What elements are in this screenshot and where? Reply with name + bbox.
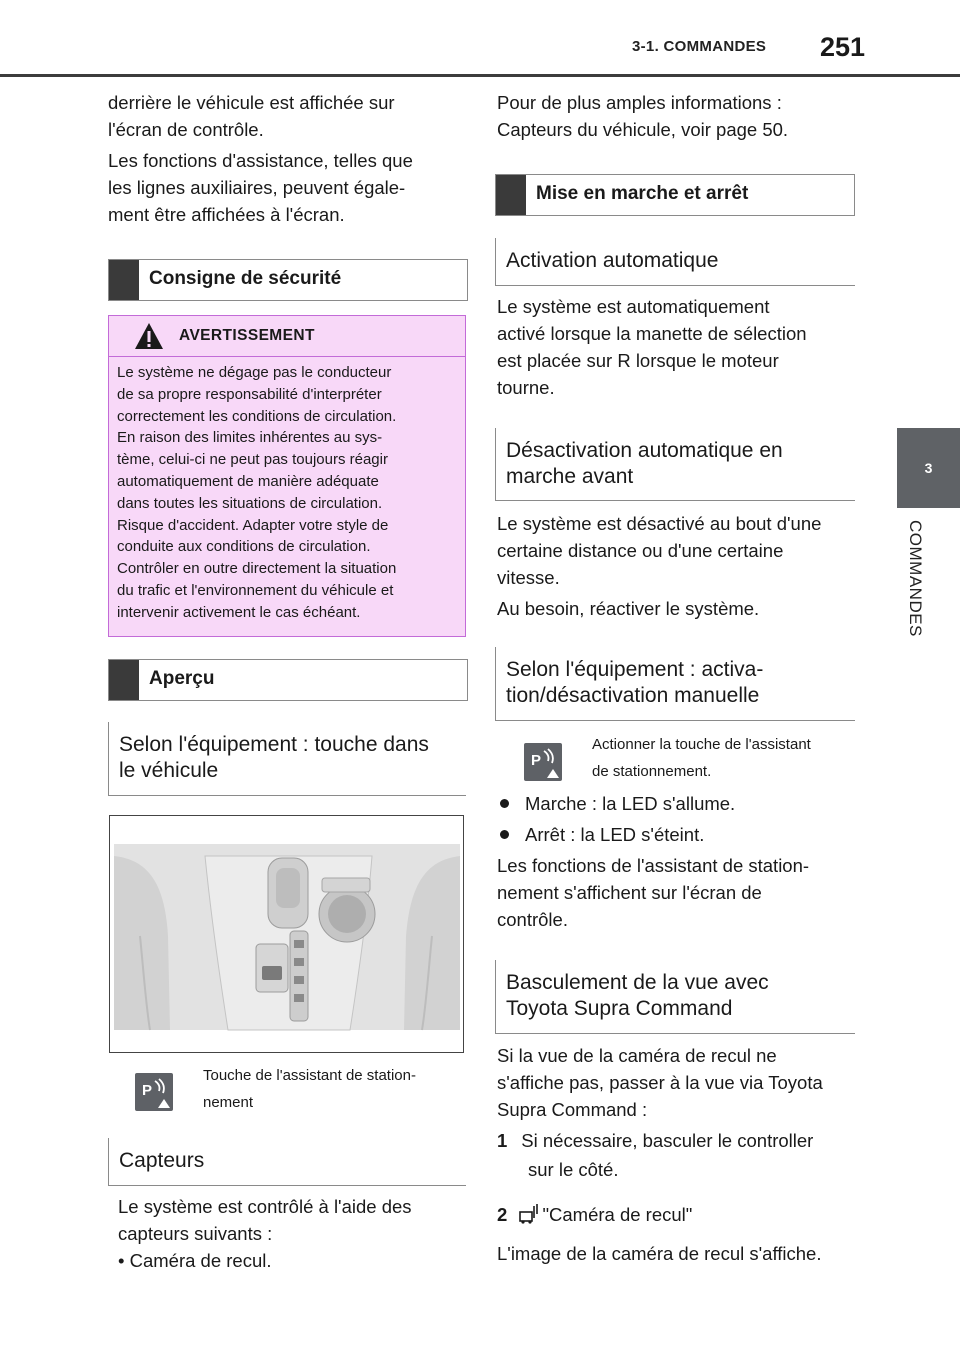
bullet-item: • Caméra de recul. <box>118 1250 272 1271</box>
text-line: Pour de plus amples informations : <box>497 92 782 113</box>
warning-line: tème, celui-ci ne peut pas toujours réagir <box>117 451 388 469</box>
subheading-line: Selon l'équipement : touche dans <box>119 733 429 756</box>
subheading-line: le véhicule <box>119 759 219 782</box>
warning-line: Risque d'accident. Adapter votre style de <box>117 516 389 534</box>
text-line: Le système est automatiquement <box>497 296 770 317</box>
step-text: "Caméra de recul" <box>542 1204 693 1225</box>
subheading-view-switch <box>495 960 855 1034</box>
warning-line: de sa propre responsabilité d'interpréter <box>117 385 382 403</box>
heading-bar <box>109 660 139 700</box>
warning-line: du trafic et l'environnement du véhicule et <box>117 581 394 599</box>
console-illustration <box>109 815 464 1053</box>
subheading-line: Toyota Supra Command <box>506 997 733 1020</box>
warning-line: automatiquement de manière adéquate <box>117 472 379 490</box>
section-heading-safety <box>108 259 468 301</box>
section-title: 3-1. COMMANDES <box>632 38 767 55</box>
step-item <box>497 1201 857 1228</box>
subheading-line: tion/désactivation manuelle <box>506 684 760 707</box>
text-line: sur le côté. <box>528 1159 619 1180</box>
page-number: 251 <box>820 32 866 62</box>
section-heading-onoff <box>495 174 855 216</box>
text-line: Capteurs du véhicule, voir page 50. <box>497 119 789 140</box>
rear-camera-icon <box>518 1202 542 1224</box>
warning-line: Contrôler en outre directement la situation <box>117 560 397 578</box>
heading-bar <box>109 260 139 300</box>
center-console-image <box>110 816 463 1052</box>
warning-line: Le système ne dégage pas le conducteur <box>117 364 392 381</box>
step-item <box>497 1127 857 1154</box>
text-line: activé lorsque la manette de sélection <box>497 323 807 344</box>
led-bullet-list <box>500 790 860 848</box>
text-line: capteurs suivants : <box>118 1223 273 1244</box>
text-line: ment être affichées à l'écran. <box>108 204 345 225</box>
warning-line: En raison des limites inhérentes au sys- <box>117 429 383 447</box>
subheading-button <box>108 722 466 796</box>
bullet-text: Arrêt : la LED s'éteint. <box>525 824 705 845</box>
warning-line: intervenir activement le cas échéant. <box>117 603 361 621</box>
text-line: certaine distance ou d'une certaine <box>497 540 784 561</box>
warning-header <box>109 316 465 357</box>
subheading-line: Désactivation automatique en <box>506 439 783 462</box>
auto-activation-paragraph <box>497 293 857 401</box>
warning-triangle-icon <box>134 322 164 350</box>
svg-text:P: P <box>531 752 542 769</box>
text-line: L'image de la caméra de recul s'affiche. <box>497 1243 822 1264</box>
step-text: Si nécessaire, basculer le controller <box>521 1130 814 1151</box>
text-line: Supra Command : <box>497 1099 648 1120</box>
text-line: vitesse. <box>497 567 560 588</box>
text-line: Le système est désactivé au bout d'une <box>497 513 822 534</box>
subheading-manual <box>495 647 855 721</box>
warning-text <box>117 362 457 624</box>
functions-paragraph <box>497 852 857 933</box>
warning-line: dans toutes les situations de circulation. <box>117 494 383 512</box>
bullet-icon <box>500 799 509 808</box>
chapter-label: COMMANDES <box>906 520 925 637</box>
icon-caption <box>203 1062 468 1116</box>
intro-paragraph <box>108 89 468 228</box>
warning-line: correctement les conditions de circulation. <box>117 407 397 425</box>
svg-text:P: P <box>142 1082 153 1099</box>
text-line: l'écran de contrôle. <box>108 119 264 140</box>
text-line: contrôle. <box>497 909 568 930</box>
caption-line: Actionner la touche de l'assistant <box>592 736 811 753</box>
warning-box <box>108 315 466 637</box>
subheading-line: Capteurs <box>119 1149 205 1172</box>
step-number: 2 <box>497 1204 508 1225</box>
text-line: derrière le véhicule est affichée sur <box>108 92 395 113</box>
caption-line: de stationnement. <box>592 763 712 780</box>
auto-deactivation-paragraph <box>497 510 857 622</box>
text-line: Le système est contrôlé à l'aide des <box>118 1196 412 1217</box>
subheading-line: Activation automatique <box>506 249 719 272</box>
heading-label: Mise en marche et arrêt <box>536 183 749 204</box>
steps-list <box>497 1127 857 1267</box>
text-line: Au besoin, réactiver le système. <box>497 598 760 619</box>
subheading-sensors <box>108 1138 466 1186</box>
caption-line: nement <box>203 1094 254 1111</box>
bullet-icon <box>500 830 509 839</box>
text-line: nement s'affichent sur l'écran de <box>497 882 762 903</box>
subheading-auto-activation <box>495 238 855 286</box>
heading-label: Aperçu <box>149 668 215 689</box>
park-assist-icon <box>524 743 562 781</box>
section-heading-overview <box>108 659 468 701</box>
text-line: Si la vue de la caméra de recul ne <box>497 1045 777 1066</box>
park-assist-icon <box>135 1073 173 1111</box>
caption-line: Touche de l'assistant de station- <box>203 1067 416 1084</box>
list-item <box>500 821 860 848</box>
view-switch-paragraph <box>497 1042 857 1123</box>
more-info-paragraph <box>497 89 857 143</box>
text-line: est placée sur R lorsque le moteur <box>497 350 779 371</box>
bullet-text: Marche : la LED s'allume. <box>525 793 736 814</box>
subheading-line: Selon l'équipement : activa- <box>506 658 764 681</box>
icon-caption <box>592 731 857 785</box>
step-number: 1 <box>497 1130 508 1151</box>
list-item <box>500 790 860 817</box>
warning-line: conduite aux conditions de circulation. <box>117 538 371 556</box>
text-line: Les fonctions d'assistance, telles que <box>108 150 413 171</box>
heading-label: Consigne de sécurité <box>149 268 342 289</box>
text-line: Les fonctions de l'assistant de station- <box>497 855 810 876</box>
heading-bar <box>496 175 526 215</box>
text-line: s'affiche pas, passer à la vue via Toyota <box>497 1072 823 1093</box>
text-line: les lignes auxiliaires, peuvent égale- <box>108 177 406 198</box>
chapter-tab: 3 <box>897 428 960 508</box>
sensors-paragraph <box>118 1193 468 1274</box>
warning-title: AVERTISSEMENT <box>179 327 315 344</box>
text-line: tourne. <box>497 377 555 398</box>
subheading-line: Basculement de la vue avec <box>506 971 769 994</box>
subheading-line: marche avant <box>506 465 634 488</box>
subheading-auto-deactivation <box>495 428 855 501</box>
header-rule <box>0 74 960 77</box>
